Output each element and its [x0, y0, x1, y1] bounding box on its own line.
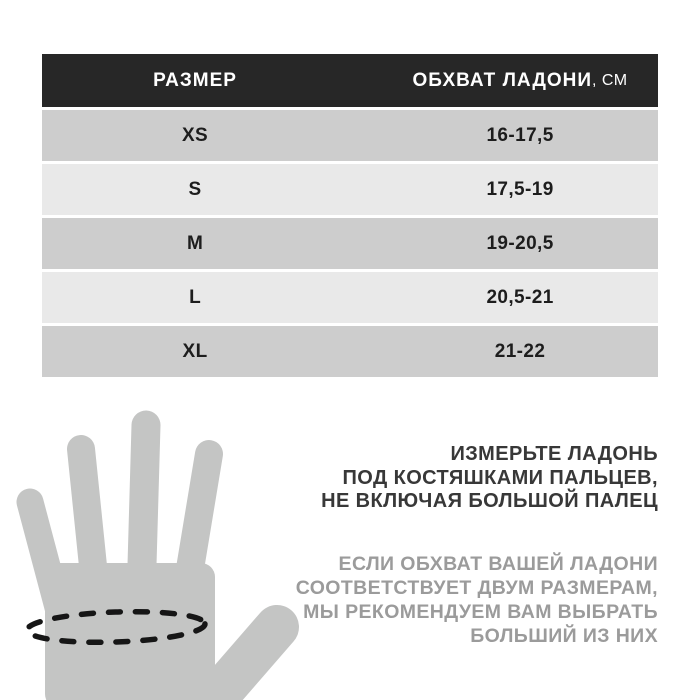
range-cell: 16-17,5	[486, 124, 554, 146]
table-body	[42, 110, 658, 377]
table-row	[42, 110, 658, 161]
range-cell: 19-20,5	[486, 232, 554, 254]
note-line: ЕСЛИ ОБХВАТ ВАШЕЙ ЛАДОНИ	[338, 553, 658, 575]
thumb	[224, 627, 277, 688]
size-cell: XL	[182, 340, 208, 362]
table-row	[42, 218, 658, 269]
size-recommendation-text	[296, 552, 658, 648]
note-line: ИЗМЕРЬТЕ ЛАДОНЬ	[450, 443, 658, 465]
size-cell: M	[186, 232, 204, 254]
range-cell: 17,5-19	[486, 178, 554, 200]
table-row	[42, 164, 658, 215]
size-table	[42, 54, 658, 380]
hand-silhouette	[30, 425, 277, 700]
column-header-range-unit: , СМ	[592, 71, 628, 89]
range-cell: 20,5-21	[486, 286, 554, 308]
hand-silhouette-graphic	[0, 395, 320, 700]
palm	[45, 563, 215, 700]
table-row	[42, 272, 658, 323]
table-row	[42, 326, 658, 377]
measure-instruction-text	[321, 443, 658, 514]
column-header-size: РАЗМЕР	[153, 69, 237, 91]
note-line: ПОД КОСТЯШКАМИ ПАЛЬЦЕВ,	[342, 466, 658, 489]
note-line: МЫ РЕКОМЕНДУЕМ ВАМ ВЫБРАТЬ	[303, 601, 658, 623]
range-cell: 21-22	[494, 340, 546, 362]
column-header-range	[348, 54, 658, 107]
size-cell: XS	[181, 124, 209, 146]
size-cell: L	[189, 286, 202, 308]
table-header-row	[42, 54, 658, 107]
note-line: БОЛЬШИЙ ИЗ НИХ	[470, 625, 658, 647]
hand-illustration	[0, 395, 320, 700]
note-line: СООТВЕТСТВУЕТ ДВУМ РАЗМЕРАМ,	[295, 577, 658, 599]
column-header-range-label: ОБХВАТ ЛАДОНИ	[412, 69, 593, 91]
size-cell: S	[188, 178, 202, 200]
note-line: НЕ ВКЛЮЧАЯ БОЛЬШОЙ ПАЛЕЦ	[321, 490, 658, 512]
